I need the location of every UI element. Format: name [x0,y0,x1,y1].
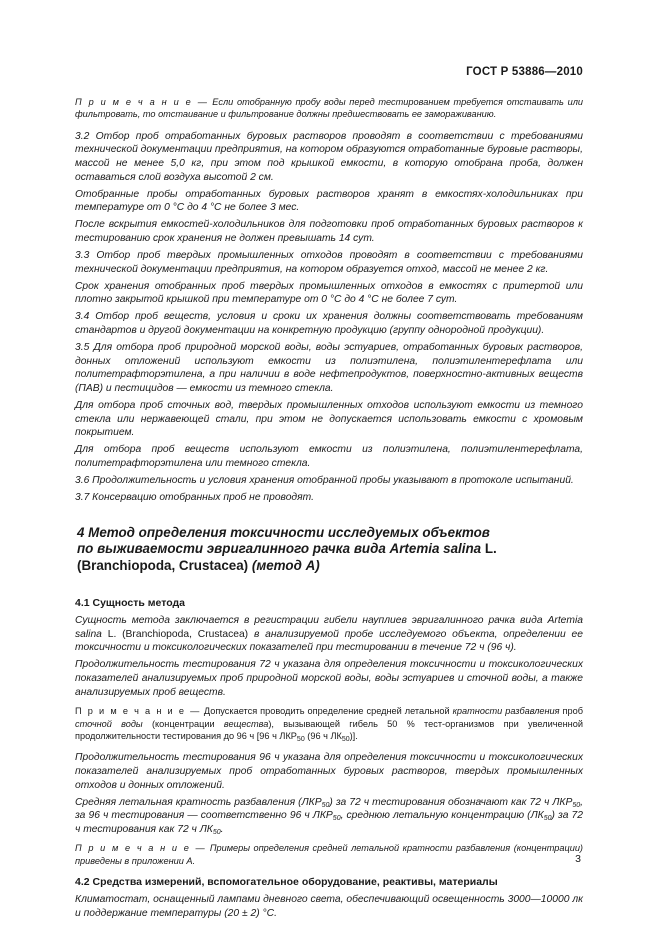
paragraph-4-1-essence: Сущность метода заключается в регистрации гибели науплиев эвригалинного рачка вида Artemia salina L. (Branchiopoda, Crustacea) в анализируемой пробе исследуемого объекта, определении ее токсичности и токсикологических показателей при тестировании в течение 72 ч (96 ч). [75,615,584,654]
paragraph-3-5-wastewater: Для отбора проб сточных вод, твердых промышленных отходов используют емкости из темного стекла или нержавеющей стали, при этом не допускается использовать емкости с хромовым покрытием. [75,400,583,439]
note-paragraph-96h: П р и м е ч а н и е — Допускается проводить определение средней летальной кратности разбавления проб сточной воды (концентрации вещества), вызывающей гибель 50 % тест-организмов при увеличенной продолжительности тестирования до 96 ч [96 ч $ЛКР_{50}$ (96 ч $ЛК_{50}$)]. [75,706,584,743]
document-header: ГОСТ Р 53886—2010 [466,66,583,78]
paragraph-3-6: 3.6 Продолжительность и условия хранения отобранной пробы указывают в протоколе испытаний. [75,474,574,486]
paragraph-4-1-duration-72: Продолжительность тестирования 72 ч указана для определения токсичности и токсикологических показателей анализируемых проб природной морской воды, воды эстуариев и сточной воды, а также анализируемых проб веществ. [75,659,583,698]
paragraph-3-3-storage: Срок хранения отобранных проб твердых промышленных отходов в емкостях с притертой или плотно закрытой крышкой при температуре от 0 °С до 4 °С не более 7 сут. [75,280,583,306]
paragraph-3-2-storage: Отобранные пробы отработанных буровых растворов хранят в емкостях-холодильниках при температуре от 0 °С до 4 °С не более 3 мес. [75,188,583,214]
paragraph-3-7: 3.7 Консервацию отобранных проб не проводят. [75,492,314,504]
paragraph-3-2-opened: После вскрытия емкостей-холодильников для подготовки проб отработанных буровых растворов к тестированию срок хранения не должен превышать 14 сут. [75,219,583,244]
page-number: 3 [575,853,581,865]
paragraph-4-1-designation: Средняя летальная кратность разбавления $(ЛКР_{50})$ за 72 ч тестирования обозначают как 72 ч $ЛКР_{50}$, за 96 ч тестирования — соответственно 96 ч $ЛКР_{50}$, среднюю летальную концентрацию $(ЛК_{50})$ за 72 ч тестирования как 72 ч $ЛК_{50}$. [75,796,583,836]
section-4-title-line1: 4 Метод определения токсичности исследуемых объектов [77,524,490,540]
section-4-title-line2: по выживаемости эвригалинного рачка вида Artemia salina L. [77,541,497,557]
page-content [75,96,583,924]
paragraph-3-5: 3.5 Для отбора проб природной морской воды, воды эстуариев, отработанных буровых растворов, донных отложений используют емкости из полиэтилена, полиэтилентерефлата или политетрафторэтилена, а при наличии в воде нефтепродуктов, поверхностно-активных веществ (ПАВ) и пестицидов — емкости из темного стекла. [75,342,583,394]
subsection-4-2-title: 4.2 Средства измерений, вспомогательное оборудование, реактивы, материалы [75,876,498,889]
section-4-title [75,525,583,575]
note-paragraph-appendix: П р и м е ч а н и е — Примеры определения средней летальной кратности разбавления (концентрации) приведены в приложении А. [75,843,583,866]
note-text: Если отобранную пробу воды перед тестированием требуется отстаивать или фильтровать, то отстаивание и фильтрование должны предшествовать ее замораживанию. [75,97,583,120]
paragraph-4-1-duration-96: Продолжительность тестирования 96 ч указана для определения токсичности и токсикологических показателей анализируемых проб отработанных буровых растворов, твердых промышленных отходов и донных отложений. [75,752,583,791]
paragraph-3-2: 3.2 Отбор проб отработанных буровых растворов проводят в соответствии с требованиями технической документации предприятия, на котором образуются отработанные буровые растворы, массой не менее 5,0 кг, при этом под крышкой емкости, в которую отобрана проба, должен оставаться слой воздуха высотой 2 см. [75,130,583,183]
paragraph-3-4: 3.4 Отбор проб веществ, условия и сроки их хранения должны соответствовать требованиям стандартов и другой документации на конкретную продукцию (группу однородной продукции). [75,311,583,337]
subsection-4-1-title: 4.1 Сущность метода [75,597,186,610]
note-label: П р и м е ч а н и е — [75,97,209,107]
paragraph-3-5-substances: Для отбора проб веществ используют емкости из полиэтилена, полиэтилентерефлата, политетрафторэтилена или темного стекла. [75,444,583,469]
note-paragraph [75,96,583,121]
paragraph-3-3: 3.3 Отбор проб твердых промышленных отходов проводят в соответствии с требованиями технической документации предприятия, на котором образуется отход, массой не менее 2 кг. [75,250,583,275]
section-4-title-line3: (Branchiopoda, Crustacea) (метод А) [77,558,320,574]
paragraph-4-2-climatostat: Климатостат, оснащенный лампами дневного света, обеспечивающий освещенность 3000—10000 лк и поддержание температуры (20 ± 2) °С. [75,894,583,919]
